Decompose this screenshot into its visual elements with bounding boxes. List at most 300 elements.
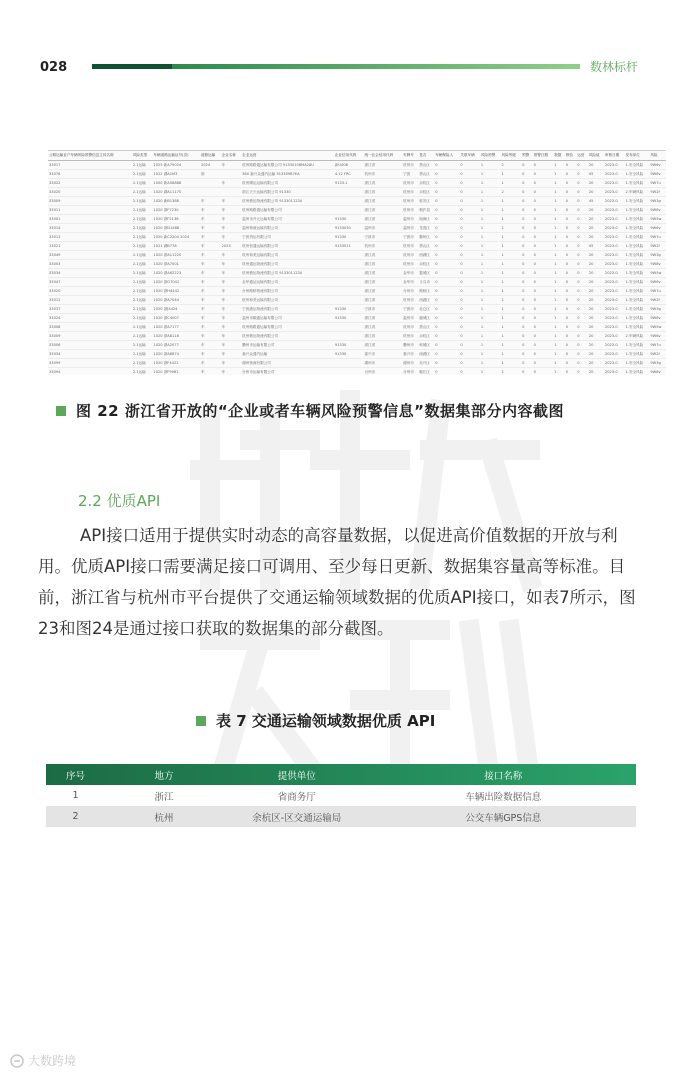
screenshot-cell: 0	[521, 332, 533, 341]
screenshot-cell: 1	[480, 341, 501, 350]
screenshot-cell	[334, 323, 364, 332]
screenshot-cell: 9W6v	[649, 161, 666, 170]
screenshot-cell: 0	[533, 323, 554, 332]
header-bar-dark	[92, 64, 172, 69]
screenshot-cell: 1	[501, 206, 522, 215]
screenshot-cell: 91330	[334, 350, 364, 359]
screenshot-cell: 金华市	[402, 269, 418, 278]
screenshot-cell: 20	[588, 332, 604, 341]
screenshot-cell: 1	[553, 278, 565, 287]
screenshot-cell: 9W6v	[649, 278, 666, 287]
screenshot-cell: 1	[553, 314, 565, 323]
screenshot-cell: 2023-0	[604, 341, 625, 350]
screenshot-cell: 1	[480, 197, 501, 206]
screenshot-cell: 1	[553, 251, 565, 260]
screenshot-row	[48, 242, 666, 251]
screenshot-row	[48, 233, 666, 242]
screenshot-cell: 0	[576, 206, 588, 215]
screenshot-cell: 2.1运输	[132, 341, 153, 350]
screenshot-cell: 0	[434, 305, 459, 314]
screenshot-cell: 车	[200, 251, 221, 260]
screenshot-cell: 2.1运输	[132, 161, 153, 170]
screenshot-cell: 1	[501, 224, 522, 233]
figure-caption-text: 图 22 浙江省开放的“企业或者车辆风险预警信息”数据集部分内容截图	[76, 402, 565, 420]
screenshot-cell: 0	[576, 341, 588, 350]
screenshot-cell: 20	[588, 323, 604, 332]
screenshot-cell: 0	[459, 368, 480, 376]
api-table-cell: 余杭区-区交通运输局	[223, 806, 371, 827]
screenshot-cell: 0	[565, 287, 577, 296]
screenshot-cell: 20	[588, 341, 604, 350]
screenshot-cell: 0	[521, 341, 533, 350]
screenshot-cell: 9W7u	[649, 233, 666, 242]
screenshot-row	[48, 197, 666, 206]
screenshot-cell: 杭州市	[402, 251, 418, 260]
screenshot-cell: 0	[434, 368, 459, 376]
screenshot-cell: 0	[533, 242, 554, 251]
screenshot-cell: 浙	[200, 170, 221, 179]
api-table-cell: 浙江	[105, 785, 223, 806]
screenshot-row	[48, 287, 666, 296]
screenshot-cell: 0	[533, 170, 554, 179]
screenshot-cell: 0	[434, 224, 459, 233]
screenshot-header-cell: 数据	[553, 151, 565, 161]
screenshot-cell: 0	[533, 296, 554, 305]
screenshot-cell: 杭州鼎运物流有限公司 9133011234	[241, 197, 334, 206]
screenshot-cell	[334, 368, 364, 376]
screenshot-cell: 1	[553, 332, 565, 341]
screenshot-cell: 余杭区	[418, 188, 434, 197]
screenshot-cell: 0	[459, 242, 480, 251]
screenshot-cell: 湖州市	[402, 359, 418, 368]
screenshot-cell: 台州市运输有限公司	[241, 368, 334, 376]
screenshot-cell: 0	[459, 305, 480, 314]
screenshot-cell: 1	[480, 269, 501, 278]
screenshot-cell: 1.安全风险	[624, 305, 649, 314]
screenshot-cell: 浙江省	[363, 179, 402, 188]
screenshot-cell: 1	[553, 188, 565, 197]
screenshot-cell	[334, 206, 364, 215]
screenshot-cell: 车	[221, 179, 242, 188]
screenshot-cell: 1	[480, 359, 501, 368]
screenshot-cell: 温州市开元运输有限公司	[241, 215, 334, 224]
screenshot-cell: 0	[521, 296, 533, 305]
screenshot-cell: 浙江省	[363, 287, 402, 296]
screenshot-cell: 0	[521, 251, 533, 260]
screenshot-cell: 0	[576, 368, 588, 376]
screenshot-cell: 宁波市	[363, 233, 402, 242]
screenshot-cell: 1	[480, 278, 501, 287]
screenshot-cell: 0	[565, 278, 577, 287]
screenshot-cell: 萧山区	[418, 161, 434, 170]
screenshot-cell	[334, 188, 364, 197]
screenshot-cell: 91330	[334, 305, 364, 314]
screenshot-cell: 车	[221, 269, 242, 278]
figure-caption	[56, 400, 564, 421]
screenshot-cell: 南湖区	[418, 350, 434, 359]
screenshot-cell: 1	[480, 170, 501, 179]
screenshot-cell: 杭州和美运输有限公司	[241, 296, 334, 305]
screenshot-cell: 车	[221, 287, 242, 296]
screenshot-cell: 33017	[48, 161, 132, 170]
screenshot-cell: 2023-0	[604, 305, 625, 314]
screenshot-cell: 0	[521, 350, 533, 359]
screenshot-cell: 0	[459, 278, 480, 287]
screenshot-cell	[200, 188, 221, 197]
screenshot-cell: 0	[533, 206, 554, 215]
screenshot-header-cell: 预警	[521, 151, 533, 161]
screenshot-cell: 0	[434, 197, 459, 206]
screenshot-cell: 1.安全风险	[624, 224, 649, 233]
screenshot-cell: 33009	[48, 197, 132, 206]
screenshot-cell: 杭州市	[402, 260, 418, 269]
screenshot-cell: 台州路桥物流有限公司	[241, 287, 334, 296]
screenshot-cell: 0	[434, 242, 459, 251]
screenshot-cell: 91330	[334, 341, 364, 350]
screenshot-cell: 0	[521, 206, 533, 215]
api-table-header-cell: 提供单位	[277, 770, 316, 782]
screenshot-cell: 0	[521, 260, 533, 269]
screenshot-header-cell: 风险类型	[132, 151, 153, 161]
screenshot-cell: 33047	[48, 278, 132, 287]
screenshot-cell: 1	[553, 269, 565, 278]
screenshot-cell: 1	[480, 287, 501, 296]
api-table-cell: 1	[46, 785, 105, 806]
screenshot-cell: 龙湾区	[418, 224, 434, 233]
screenshot-cell: 0	[434, 332, 459, 341]
screenshot-cell: 1	[480, 350, 501, 359]
screenshot-cell: 1020 浙G7042	[152, 278, 200, 287]
screenshot-cell: 0	[434, 341, 459, 350]
screenshot-cell: 0	[533, 350, 554, 359]
screenshot-cell: 2023-0	[604, 233, 625, 242]
screenshot-cell: 33076	[48, 170, 132, 179]
screenshot-cell: 9W2f	[649, 188, 666, 197]
screenshot-cell: 33013	[48, 233, 132, 242]
screenshot-cell: 2.1运输	[132, 260, 153, 269]
screenshot-cell: 0	[565, 260, 577, 269]
screenshot-cell: 车	[221, 224, 242, 233]
screenshot-cell: 北仑区	[418, 305, 434, 314]
screenshot-cell: 0	[434, 170, 459, 179]
table-caption-text: 表 7 交通运输领域数据优质 API	[216, 712, 436, 730]
screenshot-cell: 0	[459, 260, 480, 269]
screenshot-cell: 0	[533, 260, 554, 269]
screenshot-cell: 0	[521, 314, 533, 323]
screenshot-cell: 0	[576, 224, 588, 233]
screenshot-cell: 杭州市	[402, 206, 418, 215]
screenshot-cell: 33022	[48, 179, 132, 188]
screenshot-cell: 0	[533, 332, 554, 341]
screenshot-cell: 2023-0	[604, 323, 625, 332]
screenshot-cell: 0	[576, 233, 588, 242]
screenshot-cell: 45	[588, 197, 604, 206]
api-table-header-row	[46, 764, 636, 785]
screenshot-cell	[334, 287, 364, 296]
screenshot-cell: 1.安全风险	[624, 368, 649, 376]
screenshot-cell: 9W7u	[649, 287, 666, 296]
screenshot-cell: 0	[576, 170, 588, 179]
screenshot-cell: 13021	[48, 242, 132, 251]
screenshot-cell: 杭州路路通运输有限公司 91330108MA28U	[241, 161, 334, 170]
screenshot-row	[48, 224, 666, 233]
screenshot-cell: 宁波市	[402, 233, 418, 242]
screenshot-cell: 杭州通运物流有限公司	[241, 260, 334, 269]
screenshot-cell: 0	[565, 350, 577, 359]
screenshot-cell: 1	[501, 314, 522, 323]
screenshot-cell: 2023-0	[604, 359, 625, 368]
screenshot-cell: 金华市	[402, 278, 418, 287]
screenshot-cell: 2024	[200, 161, 221, 170]
screenshot-cell: 2023-0	[604, 314, 625, 323]
screenshot-cell: 车	[221, 251, 242, 260]
screenshot-cell: 桐庐县	[418, 206, 434, 215]
screenshot-cell: 0	[521, 170, 533, 179]
screenshot-cell: 2.1运输	[132, 215, 153, 224]
screenshot-cell: 0	[459, 359, 480, 368]
screenshot-cell: 0	[533, 251, 554, 260]
screenshot-cell: 0	[576, 323, 588, 332]
screenshot-cell: 车	[221, 332, 242, 341]
screenshot-cell: 1	[553, 224, 565, 233]
screenshot-cell: 浙江省	[363, 161, 402, 170]
screenshot-header-row	[48, 151, 666, 161]
screenshot-cell	[200, 179, 221, 188]
screenshot-cell: 1020 浙F9981	[152, 368, 200, 376]
screenshot-cell: 车	[221, 350, 242, 359]
screenshot-cell: 车	[200, 305, 221, 314]
screenshot-cell: 2023-0	[604, 278, 625, 287]
screenshot-cell: 0	[576, 179, 588, 188]
screenshot-cell: 2023-0	[604, 350, 625, 359]
screenshot-cell: 0	[434, 314, 459, 323]
api-table-cell: 公交车辆GPS信息	[371, 806, 637, 827]
screenshot-cell: 1	[501, 197, 522, 206]
screenshot-cell: 余杭区	[418, 179, 434, 188]
screenshot-cell: 1.安全风险	[624, 197, 649, 206]
screenshot-cell: 车	[221, 278, 242, 287]
screenshot-cell: 0	[533, 215, 554, 224]
screenshot-cell: 1.安全风险	[624, 287, 649, 296]
screenshot-cell: 0	[521, 233, 533, 242]
screenshot-cell: 9W3g	[649, 197, 666, 206]
screenshot-cell: 1	[501, 359, 522, 368]
screenshot-cell: 1020 浙J4424	[152, 305, 200, 314]
screenshot-cell: 0	[459, 251, 480, 260]
screenshot-cell: 0	[434, 278, 459, 287]
screenshot-cell: 车	[221, 215, 242, 224]
screenshot-cell: 91330	[334, 215, 364, 224]
screenshot-cell: 车	[200, 359, 221, 368]
screenshot-cell: 湖州物流有限公司	[241, 359, 334, 368]
screenshot-cell: 1021 湖B778	[152, 242, 200, 251]
screenshot-cell: 0	[521, 197, 533, 206]
screenshot-cell: 1	[480, 206, 501, 215]
screenshot-row	[48, 269, 666, 278]
screenshot-cell: 20	[588, 278, 604, 287]
screenshot-cell: 1020 浙A8118	[152, 332, 200, 341]
screenshot-cell: 9W5w	[649, 323, 666, 332]
screenshot-cell: 宁波市	[363, 305, 402, 314]
screenshot-cell: 91330	[334, 314, 364, 323]
screenshot-cell	[334, 197, 364, 206]
screenshot-cell: 2.车辆风险	[624, 332, 649, 341]
screenshot-cell: 温州市顺通运输有限公司	[241, 314, 334, 323]
screenshot-cell: 0	[459, 269, 480, 278]
screenshot-cell	[334, 251, 364, 260]
api-table-cell: 2	[46, 806, 105, 827]
screenshot-cell: 2023-0	[604, 161, 625, 170]
screenshot-cell: 2.1运输	[132, 314, 153, 323]
screenshot-cell: 1	[480, 179, 501, 188]
screenshot-cell: 33099	[48, 359, 132, 368]
screenshot-cell: 2023-0	[604, 296, 625, 305]
screenshot-cell	[334, 260, 364, 269]
screenshot-cell: 2023-0	[604, 179, 625, 188]
screenshot-cell: 西湖区	[418, 251, 434, 260]
page-number: 028	[40, 60, 68, 75]
screenshot-cell: 1	[553, 242, 565, 251]
screenshot-cell: 1	[553, 323, 565, 332]
screenshot-cell: 1020 新C2204 2024	[152, 233, 200, 242]
screenshot-cell: 0	[521, 323, 533, 332]
screenshot-cell: 车	[221, 305, 242, 314]
screenshot-cell: 0	[434, 188, 459, 197]
screenshot-cell: 20	[588, 206, 604, 215]
screenshot-cell: 杭州市	[363, 242, 402, 251]
screenshot-cell: 9W2f	[649, 350, 666, 359]
screenshot-cell: 20	[588, 314, 604, 323]
screenshot-cell: 9133011	[334, 242, 364, 251]
screenshot-cell: 0	[565, 305, 577, 314]
screenshot-cell: 1	[553, 350, 565, 359]
screenshot-cell: 0	[576, 188, 588, 197]
screenshot-cell: 杭州腾运运输有限公司	[241, 179, 334, 188]
screenshot-cell: 金华通达运输有限公司	[241, 278, 334, 287]
screenshot-cell: 0	[459, 287, 480, 296]
screenshot-cell: 路桥区	[418, 287, 434, 296]
screenshot-cell: 1.安全风险	[624, 206, 649, 215]
api-table-row	[46, 785, 636, 806]
screenshot-cell: 2.1运输	[132, 269, 153, 278]
screenshot-cell: 1.安全风险	[624, 314, 649, 323]
screenshot-cell: 20	[588, 215, 604, 224]
screenshot-row	[48, 188, 666, 197]
screenshot-cell: 车	[221, 341, 242, 350]
screenshot-cell: 1	[501, 368, 522, 376]
api-table-cell: 车辆出险数据信息	[371, 785, 637, 806]
screenshot-cell: 0	[565, 251, 577, 260]
screenshot-cell: 1020 湖A1117S	[152, 188, 200, 197]
screenshot-cell: 杭州市	[402, 188, 418, 197]
screenshot-cell: 2023-0	[604, 269, 625, 278]
screenshot-row	[48, 341, 666, 350]
screenshot-cell: 1	[553, 305, 565, 314]
screenshot-cell: 0	[459, 296, 480, 305]
screenshot-cell: 1.安全风险	[624, 359, 649, 368]
screenshot-row	[48, 350, 666, 359]
screenshot-cell: 1020 浙A7001	[152, 260, 200, 269]
screenshot-cell: 2.1运输	[132, 287, 153, 296]
screenshot-cell: 鄞州区	[418, 233, 434, 242]
screenshot-cell: 浙江省	[363, 260, 402, 269]
screenshot-header-cell: 企业信用代码	[334, 151, 364, 161]
screenshot-header-cell: 车辆保险人	[434, 151, 459, 161]
screenshot-cell: 0	[533, 287, 554, 296]
screenshot-cell: 1020 浙A8874	[152, 350, 200, 359]
screenshot-cell: 吴兴区	[418, 359, 434, 368]
screenshot-cell: 0	[576, 296, 588, 305]
screenshot-cell: 1	[553, 287, 565, 296]
screenshot-cell: 4.12 FRC	[334, 170, 364, 179]
screenshot-cell: 0	[434, 161, 459, 170]
screenshot-cell: 9W8v	[649, 206, 666, 215]
screenshot-cell: 2.1运输	[132, 332, 153, 341]
screenshot-cell: 0	[565, 323, 577, 332]
screenshot-cell: 20	[588, 368, 604, 376]
screenshot-cell: 0	[459, 170, 480, 179]
screenshot-cell: 台州市	[363, 368, 402, 376]
screenshot-cell: 2.1运输	[132, 242, 153, 251]
screenshot-cell: 0	[576, 260, 588, 269]
screenshot-cell: 0	[576, 197, 588, 206]
screenshot-cell: 1	[501, 170, 522, 179]
screenshot-cell: 1020 浙F2136	[152, 215, 200, 224]
screenshot-cell: 33008	[48, 323, 132, 332]
screenshot-cell: 1	[480, 260, 501, 269]
screenshot-cell: 0	[533, 224, 554, 233]
screenshot-cell: 1020 浙C4007	[152, 314, 200, 323]
screenshot-cell: 1	[480, 368, 501, 376]
screenshot-cell: 浙江省	[363, 215, 402, 224]
screenshot-cell: 2.1运输	[132, 251, 153, 260]
screenshot-cell: 0	[434, 251, 459, 260]
screenshot-cell: 2023-0	[604, 242, 625, 251]
screenshot-cell: 车	[200, 260, 221, 269]
screenshot-cell: 1.安全风险	[624, 233, 649, 242]
screenshot-header-cell: 车辆道路运输证号(页)	[152, 151, 200, 161]
section-title: 2.2 优质API	[78, 492, 161, 510]
screenshot-header-cell: 运营	[576, 151, 588, 161]
table-caption	[196, 710, 435, 731]
screenshot-cell: 1	[553, 161, 565, 170]
screenshot-cell: 杭州市	[402, 161, 418, 170]
screenshot-cell: 温州市	[363, 224, 402, 233]
screenshot-cell: 杭州市	[402, 179, 418, 188]
screenshot-cell: 1.安全风险	[624, 251, 649, 260]
screenshot-cell: 余杭区	[418, 332, 434, 341]
screenshot-row	[48, 260, 666, 269]
screenshot-cell: 1	[553, 368, 565, 376]
screenshot-cell: 33003	[48, 260, 132, 269]
screenshot-cell: 9W6v	[649, 332, 666, 341]
screenshot-cell: 0	[521, 215, 533, 224]
screenshot-row	[48, 179, 666, 188]
screenshot-cell: 2023-0	[604, 260, 625, 269]
screenshot-cell: 9W8v	[649, 170, 666, 179]
screenshot-cell: 车	[221, 206, 242, 215]
screenshot-cell: 1	[480, 188, 501, 197]
screenshot-header-cell: 公路运输业户车辆风险预警信息主体名称	[48, 151, 132, 161]
screenshot-cell: 0	[521, 188, 533, 197]
screenshot-cell: 1	[501, 260, 522, 269]
screenshot-cell: 9W6v	[649, 224, 666, 233]
screenshot-cell: 0	[576, 287, 588, 296]
screenshot-cell: 2023-0	[604, 224, 625, 233]
screenshot-cell: 浙江省	[363, 332, 402, 341]
screenshot-cell: 0	[434, 260, 459, 269]
screenshot-cell: 2	[501, 161, 522, 170]
